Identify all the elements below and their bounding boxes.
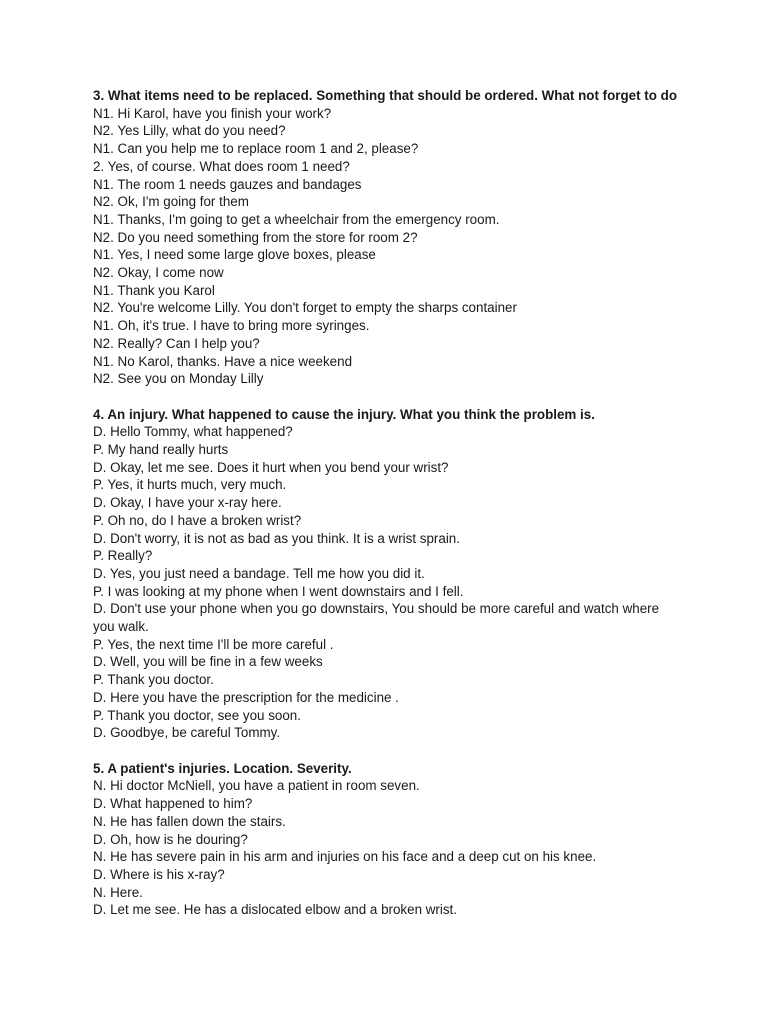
dialogue-line: D. Hello Tommy, what happened? — [93, 424, 293, 440]
dialogue-line: P. Oh no, do I have a broken wrist? — [93, 512, 302, 528]
dialogue-line: N1. No Karol, thanks. Have a nice weekend — [93, 353, 353, 369]
dialogue-line: N2. Ok, I'm going for them — [93, 194, 249, 210]
dialogue-line: N. Hi doctor McNiell, you have a patient in room seven. — [93, 778, 420, 794]
dialogue-line: N2. Okay, I come now — [93, 265, 224, 281]
section-heading: 5. A patient's injuries. Location. Severity. — [93, 760, 352, 776]
dialogue-line: P. I was looking at my phone when I went downstairs and I fell. — [93, 583, 464, 599]
dialogue-line: N1. Thank you Karol — [93, 282, 215, 298]
dialogue-line: D. Goodbye, be careful Tommy. — [93, 725, 281, 741]
dialogue-line: P. Really? — [93, 548, 153, 564]
dialogue-line: D. Well, you will be fine in a few weeks — [93, 654, 323, 670]
dialogue-line: D. Don't worry, it is not as bad as you think. It is a wrist sprain. — [93, 530, 460, 546]
dialogue-line: D. Let me see. He has a dislocated elbow and a broken wrist. — [93, 902, 457, 918]
dialogue-line: N1. The room 1 needs gauzes and bandages — [93, 176, 362, 192]
dialogue-line: N2. You're welcome Lilly. You don't forget to empty the sharps container — [93, 300, 517, 316]
dialogue-line: N2. Really? Can I help you? — [93, 335, 260, 351]
dialogue-line: N1. Thanks, I'm going to get a wheelchair from the emergency room. — [93, 211, 500, 227]
dialogue-line: D. What happened to him? — [93, 796, 253, 812]
dialogue-line: N. He has fallen down the stairs. — [93, 813, 286, 829]
dialogue-line: D. Where is his x-ray? — [93, 866, 225, 882]
dialogue-line: P. Yes, it hurts much, very much. — [93, 477, 287, 493]
dialogue-line: N. He has severe pain in his arm and injuries on his face and a deep cut on his knee. — [93, 849, 597, 865]
dialogue-line: N1. Yes, I need some large glove boxes, please — [93, 247, 376, 263]
dialogue — [93, 423, 683, 742]
dialogue-line: D. Here you have the prescription for the medicine . — [93, 689, 399, 705]
dialogue-line: D. Okay, I have your x-ray here. — [93, 495, 282, 511]
section-heading: 4. An injury. What happened to cause the injury. What you think the problem is. — [93, 406, 595, 422]
section-heading: 3. What items need to be replaced. Something that should be ordered. What not forget to do — [93, 88, 678, 103]
dialogue-line: N1. Can you help me to replace room 1 and 2, please? — [93, 141, 419, 157]
document-page — [93, 87, 683, 919]
dialogue-line: P. Thank you doctor. — [93, 672, 214, 688]
dialogue-line: N1. Oh, it's true. I have to bring more syringes. — [93, 318, 370, 334]
dialogue — [93, 777, 683, 919]
dialogue-line: D. Yes, you just need a bandage. Tell me how you did it. — [93, 565, 425, 581]
dialogue-line: D. Okay, let me see. Does it hurt when you bend your wrist? — [93, 459, 449, 475]
dialogue-line: 2. Yes, of course. What does room 1 need? — [93, 158, 350, 174]
dialogue-line: P. Thank you doctor, see you soon. — [93, 707, 301, 723]
dialogue-line: N. Here. — [93, 884, 143, 900]
dialogue-line: N1. Hi Karol, have you finish your work? — [93, 105, 332, 121]
section-4 — [93, 406, 683, 742]
dialogue-line: N2. Do you need something from the store for room 2? — [93, 229, 418, 245]
dialogue-line: N2. Yes Lilly, what do you need? — [93, 123, 286, 139]
dialogue-line: D. Don't use your phone when you go downstairs, You should be more careful and watch where you walk. — [93, 601, 660, 635]
section-5 — [93, 760, 683, 919]
dialogue-line: N2. See you on Monday Lilly — [93, 371, 264, 387]
dialogue-line: P. Yes, the next time I'll be more careful . — [93, 636, 334, 652]
dialogue-line: D. Oh, how is he douring? — [93, 831, 248, 847]
dialogue-line: P. My hand really hurts — [93, 442, 229, 458]
section-3 — [93, 87, 683, 388]
dialogue — [93, 105, 683, 388]
